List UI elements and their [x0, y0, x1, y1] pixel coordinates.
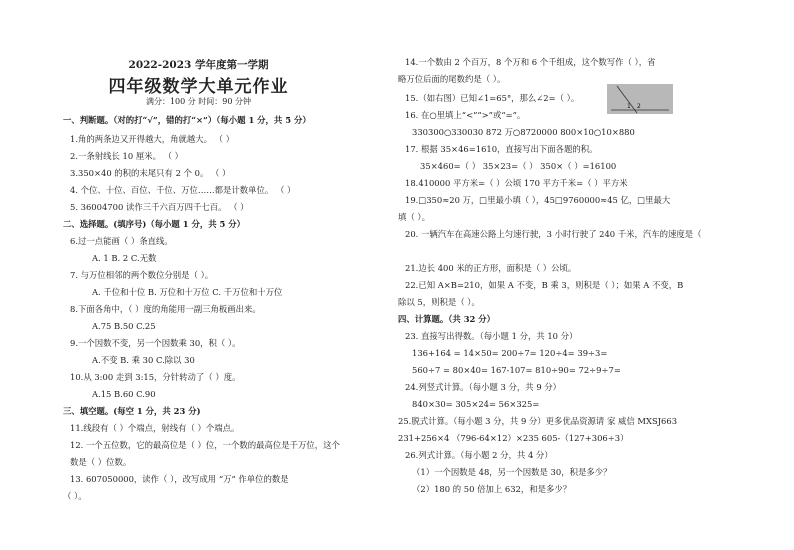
question-line: 15.（如右图）已知∠1=65°，那么∠2=（ ）。: [405, 93, 580, 103]
angle-1-label: 1: [627, 103, 631, 110]
choice-options: A.不变 B. 乘 30 C.除以 30: [92, 355, 195, 365]
question-line: 20. 一辆汽车在高速公路上匀速行驶，3 小时行驶了 240 千米，汽车的速度是（: [405, 229, 702, 239]
choice-options: A.15 B.60 C.90: [92, 389, 156, 399]
question-line: 22.已知 A×B=210，如果 A 不变，B 乘 3，则积是（ ）；如果 A 不变，B: [405, 280, 684, 290]
question-line: 7. 与万位相邻的两个数位分别是（ ）。: [70, 270, 214, 280]
question-line: 略万位后面的尾数约是（ ）。: [398, 74, 506, 84]
question-line: （2）180 的 50 倍加上 632，和是多少？: [412, 484, 572, 494]
angle-figure: [607, 84, 673, 114]
question-line: 1.角的两条边又开得越大，角就越大。 （ ）: [70, 134, 235, 144]
school-year: 2022-2023 学年度第一学期: [128, 59, 269, 71]
question-line: 2.一条射线长 10 厘米。 （ ）: [70, 151, 184, 161]
calc-row: 560÷7 = 80×40= 167-107= 810÷90= 72÷9÷7=: [412, 365, 621, 375]
choice-options: A. 1 B. 2 C.无数: [92, 253, 157, 263]
question-line: （ ）。: [63, 491, 87, 501]
question-line: 9.一个因数不变，另一个因数乘 30，积（ ）。: [70, 338, 241, 348]
question-line: 除以 5，则积是（ ）。: [398, 297, 480, 307]
choice-options: A.75 B.50 C.25: [92, 321, 156, 331]
question-line: 13. 607050000，读作（ ），改写成用 “万” 作单位的数是: [70, 474, 289, 484]
question-line: 19.□350≈20 万，□里最小填（ ），45□9760000≈45 亿，□里最大: [405, 195, 671, 205]
question-line: 14.一个数由 2 个百万，8 个万和 6 个千组成，这个数写作（ ），省: [405, 57, 656, 67]
section-choice: 二、选择题。(填序号)（每小题 1 分，共 5 分）: [63, 219, 245, 229]
question-line: 10.从 3:00 走到 3:15，分针转动了（ ）度。: [70, 372, 241, 382]
question-line: 16. 在○里填上“<”“>”或“=”。: [405, 110, 526, 120]
section-judgment: 一、判断题。（对的打“√”，错的打“×”）（每小题 1 分，共 5 分）: [63, 115, 311, 125]
question-line: 21.边长 400 米的正方形，面积是（ ）公顷。: [405, 263, 577, 273]
question-line: 4. 个位、十位、百位、千位、万位……都是计数单位。 （ ）: [70, 185, 296, 195]
page-title: 四年级数学大单元作业: [108, 77, 289, 97]
question-line: （1）一个因数是 48，另一个因数是 30，积是多少？: [412, 467, 612, 477]
exam-meta: 满分：100 分 时间：90 分钟: [145, 97, 252, 106]
section-fill: 三、填空题。(每空 1 分，共 23 分): [63, 406, 201, 416]
calc-row: 231+256×4 （796-64×12）×235 605-（127+306÷3）: [398, 433, 629, 443]
question-line: 5. 36004700 读作三千六百万四千七百。 （ ）: [70, 202, 249, 212]
question-line: 24.列竖式计算。（每小题 3 分，共 9 分）: [405, 382, 562, 392]
question-line: 数是（ ）位数。: [70, 457, 132, 467]
question-line: 11.线段有（ ）个端点，射线有（ ）个端点。: [70, 423, 240, 433]
question-line: 3.350×40 的积的末尾只有 2 个 0。 （ ）: [70, 168, 231, 178]
question-line: 18.410000 平方米=（ ）公顷 170 平方千米=（ ）平方米: [405, 178, 628, 188]
compare-items: 330300○330030 872 万○8720000 800×10○10×880: [412, 127, 635, 137]
section-calc: 四、计算题。（共 32 分）: [398, 314, 496, 324]
question-line: 填（ ）。: [398, 212, 430, 222]
choice-options: A. 千位和十位 B. 万位和十万位 C. 千万位和十万位: [92, 287, 283, 297]
question-line: 8.下面各角中，（ ）度的角能用一副三角板画出来。: [70, 304, 261, 314]
question-line: 26.列式计算。（每小题 2 分，共 4 分）: [405, 450, 553, 460]
calc-row: 840×30= 305×24= 56×325=: [412, 399, 540, 409]
question-line: 17. 根据 35×46=1610，直接写出下面各题的积。: [405, 144, 598, 154]
angle-2-label: 2: [637, 103, 641, 110]
product-items: 35×460=（ ） 35×23=（ ） 350×（ ）=16100: [420, 161, 617, 171]
question-line: 23. 直接写出得数。（每小题 1 分，共 10 分）: [405, 331, 578, 341]
question-line: 25.脱式计算。（每小题 3 分，共 9 分）更多优品资源请 家 威信 MXSJ663: [398, 416, 678, 426]
calc-row: 136+164 = 14×50= 200÷7= 120÷4= 39÷3=: [412, 348, 608, 358]
question-line: 12. 一个五位数，它的最高位是（ ）位，一个数的最高位是千万位，这个: [70, 440, 340, 450]
question-line: 6.过一点能画（ ）条直线。: [70, 236, 173, 246]
